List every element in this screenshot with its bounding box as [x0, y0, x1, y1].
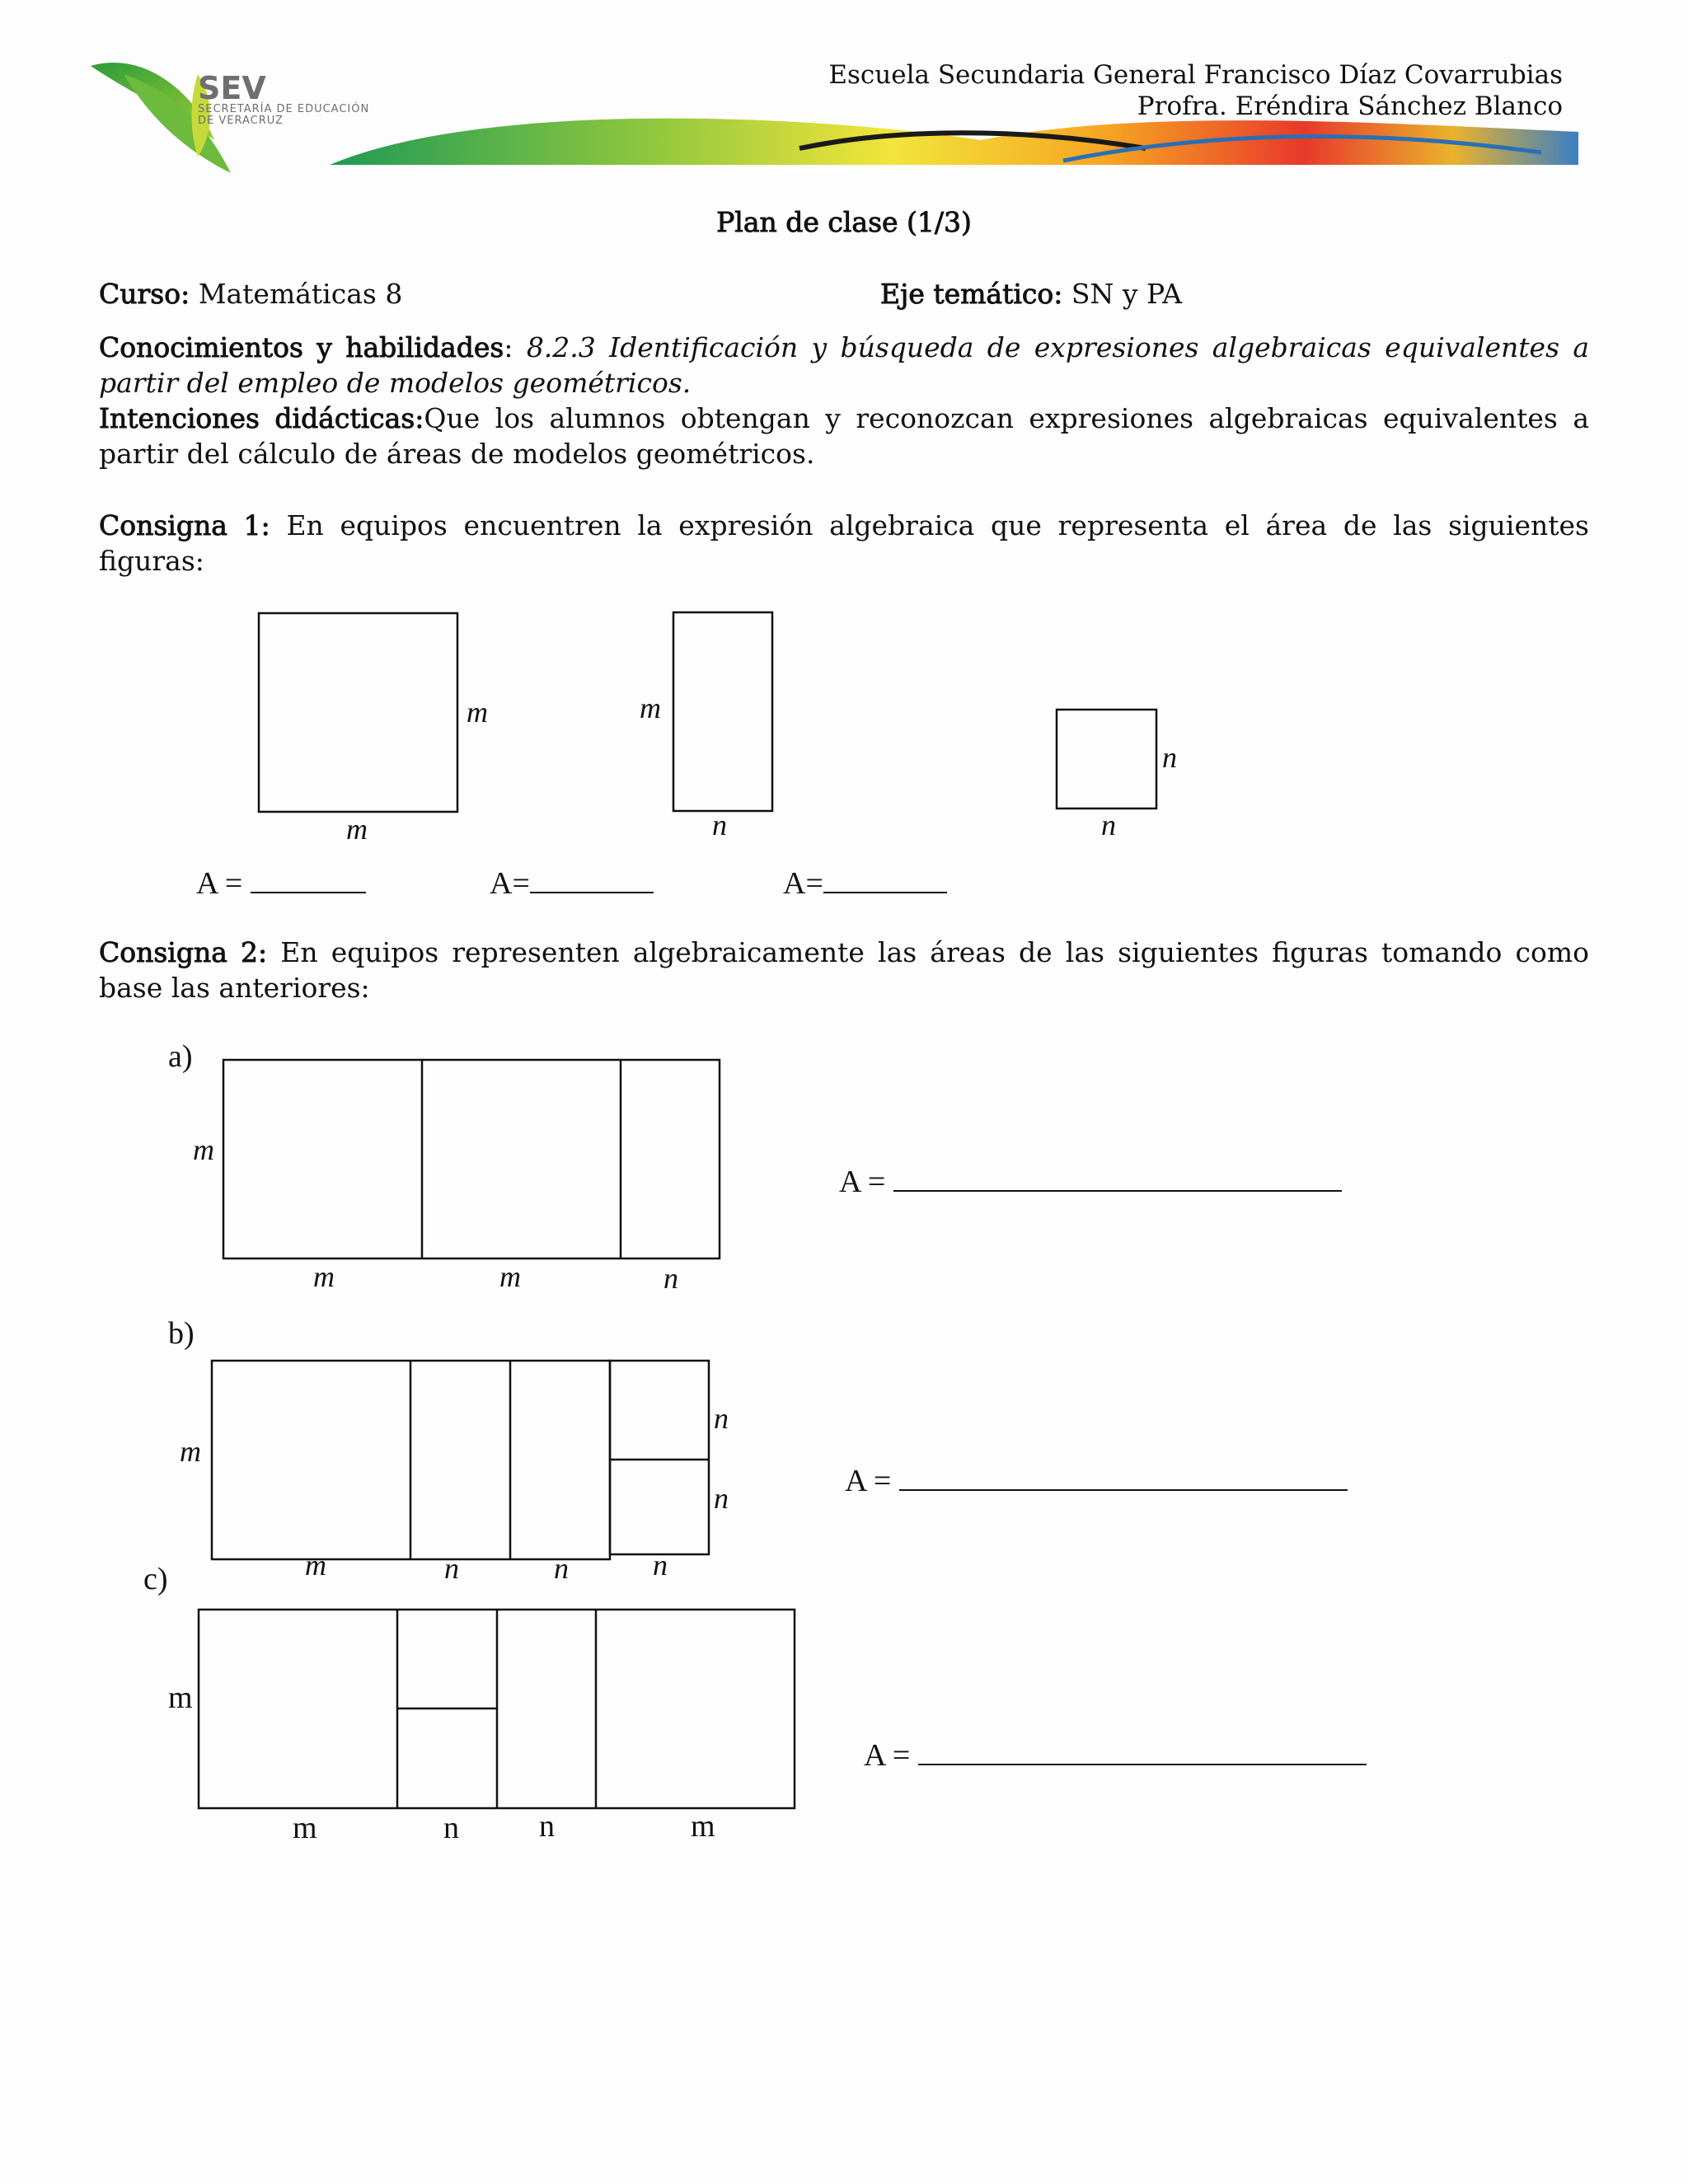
fig2-side-label: m: [640, 691, 661, 724]
fig-b-side-label: m: [180, 1435, 201, 1468]
fig-a-bottom-3: n: [663, 1262, 678, 1295]
conocimientos-value: 8.2.3 Identificación y búsqueda de expresiones algebraicas equivalentes a partir del empleo de modelos geométricos.: [99, 331, 1590, 399]
fig1-bottom-label: m: [346, 813, 368, 846]
fig-c-bottom-1: m: [293, 1811, 317, 1845]
fig-b-letter: b): [168, 1316, 195, 1351]
fig3-area-label: A=: [783, 866, 823, 901]
fig-b-area-label: A =: [845, 1464, 892, 1498]
logo-sub1: SECRETARÍA DE EDUCACIÓN: [198, 103, 370, 115]
curso-label: Curso:: [99, 278, 190, 310]
consigna1-text: En equipos encuentren la expresión algebraica que representa el área de las siguientes figuras:: [99, 509, 1589, 577]
fig-b-right-1: n: [714, 1402, 729, 1435]
fig-c-bottom-2: n: [443, 1811, 459, 1845]
fig-a-bottom-2: m: [499, 1260, 521, 1293]
figure-c: [199, 1610, 795, 1808]
intenciones-label: Intenciones didácticas:: [99, 402, 424, 434]
logo-abbr: SEV: [198, 70, 266, 106]
fig-b-bottom-1: m: [305, 1549, 326, 1582]
fig-c-area-blank[interactable]: [918, 1739, 1367, 1765]
fig-c-letter: c): [143, 1562, 168, 1596]
fig-a-area-label: A =: [839, 1165, 886, 1199]
fig-c-side-label: m: [168, 1680, 193, 1715]
fig-a-letter: a): [168, 1039, 193, 1074]
fig-b-bottom-2: n: [444, 1552, 459, 1585]
eje-value: SN y PA: [1071, 278, 1183, 310]
consigna2-text: En equipos representen algebraicamente las áreas de las siguientes figuras tomando como base las anteriores:: [99, 936, 1589, 1004]
fig-a-area-blank[interactable]: [893, 1165, 1342, 1192]
fig1-area-label: A =: [196, 866, 243, 901]
fig-c-bottom-4: m: [691, 1809, 715, 1844]
fig-a-side-label: m: [193, 1133, 214, 1166]
fig2-bottom-label: n: [712, 808, 727, 841]
fig-a-bottom-1: m: [313, 1260, 335, 1293]
fig-a-area: [839, 1164, 1342, 1200]
figure-b: [212, 1361, 709, 1559]
conocimientos-paragraph: Conocimientos y habilidades: 8.2.3 Identificación y búsqueda de expresiones algebraicas equivalentes a partir del empleo de modelos geométricos.: [99, 331, 1590, 399]
fig-c-area: [864, 1737, 1367, 1774]
fig-c-area-label: A =: [864, 1738, 911, 1773]
fig1-side-label: m: [467, 696, 488, 729]
school-name: Escuela Secundaria General Francisco Díaz Covarrubias: [828, 60, 1563, 90]
page-title: Plan de clase (1/3): [716, 206, 972, 238]
fig-b-bottom-4: n: [653, 1549, 668, 1582]
fig-b-bottom-3: n: [554, 1552, 569, 1585]
curso-value: Matemáticas 8: [198, 278, 403, 310]
fig3-side-label: n: [1162, 741, 1177, 774]
fig-b-area: [845, 1463, 1348, 1499]
fig-b-area-blank[interactable]: [899, 1465, 1348, 1491]
fig-b-right-2: n: [714, 1482, 729, 1515]
consigna1-label: Consigna 1:: [99, 509, 270, 541]
eje-label: Eje temático:: [880, 278, 1063, 310]
conocimientos-label: Conocimientos y habilidades: [99, 331, 504, 363]
teacher-name: Profra. Eréndira Sánchez Blanco: [1137, 91, 1563, 121]
figure-a: [223, 1060, 720, 1258]
fig-c-bottom-3: n: [539, 1809, 555, 1844]
fig2-area-label: A=: [490, 866, 530, 901]
intenciones-value: Que los alumnos obtengan y reconozcan expresiones algebraicas equivalentes a partir del cálculo de áreas de modelos geométricos.: [99, 402, 1589, 470]
consigna2-label: Consigna 2:: [99, 936, 268, 968]
fig3-bottom-label: n: [1101, 808, 1116, 841]
logo-sub2: DE VERACRUZ: [198, 115, 284, 127]
